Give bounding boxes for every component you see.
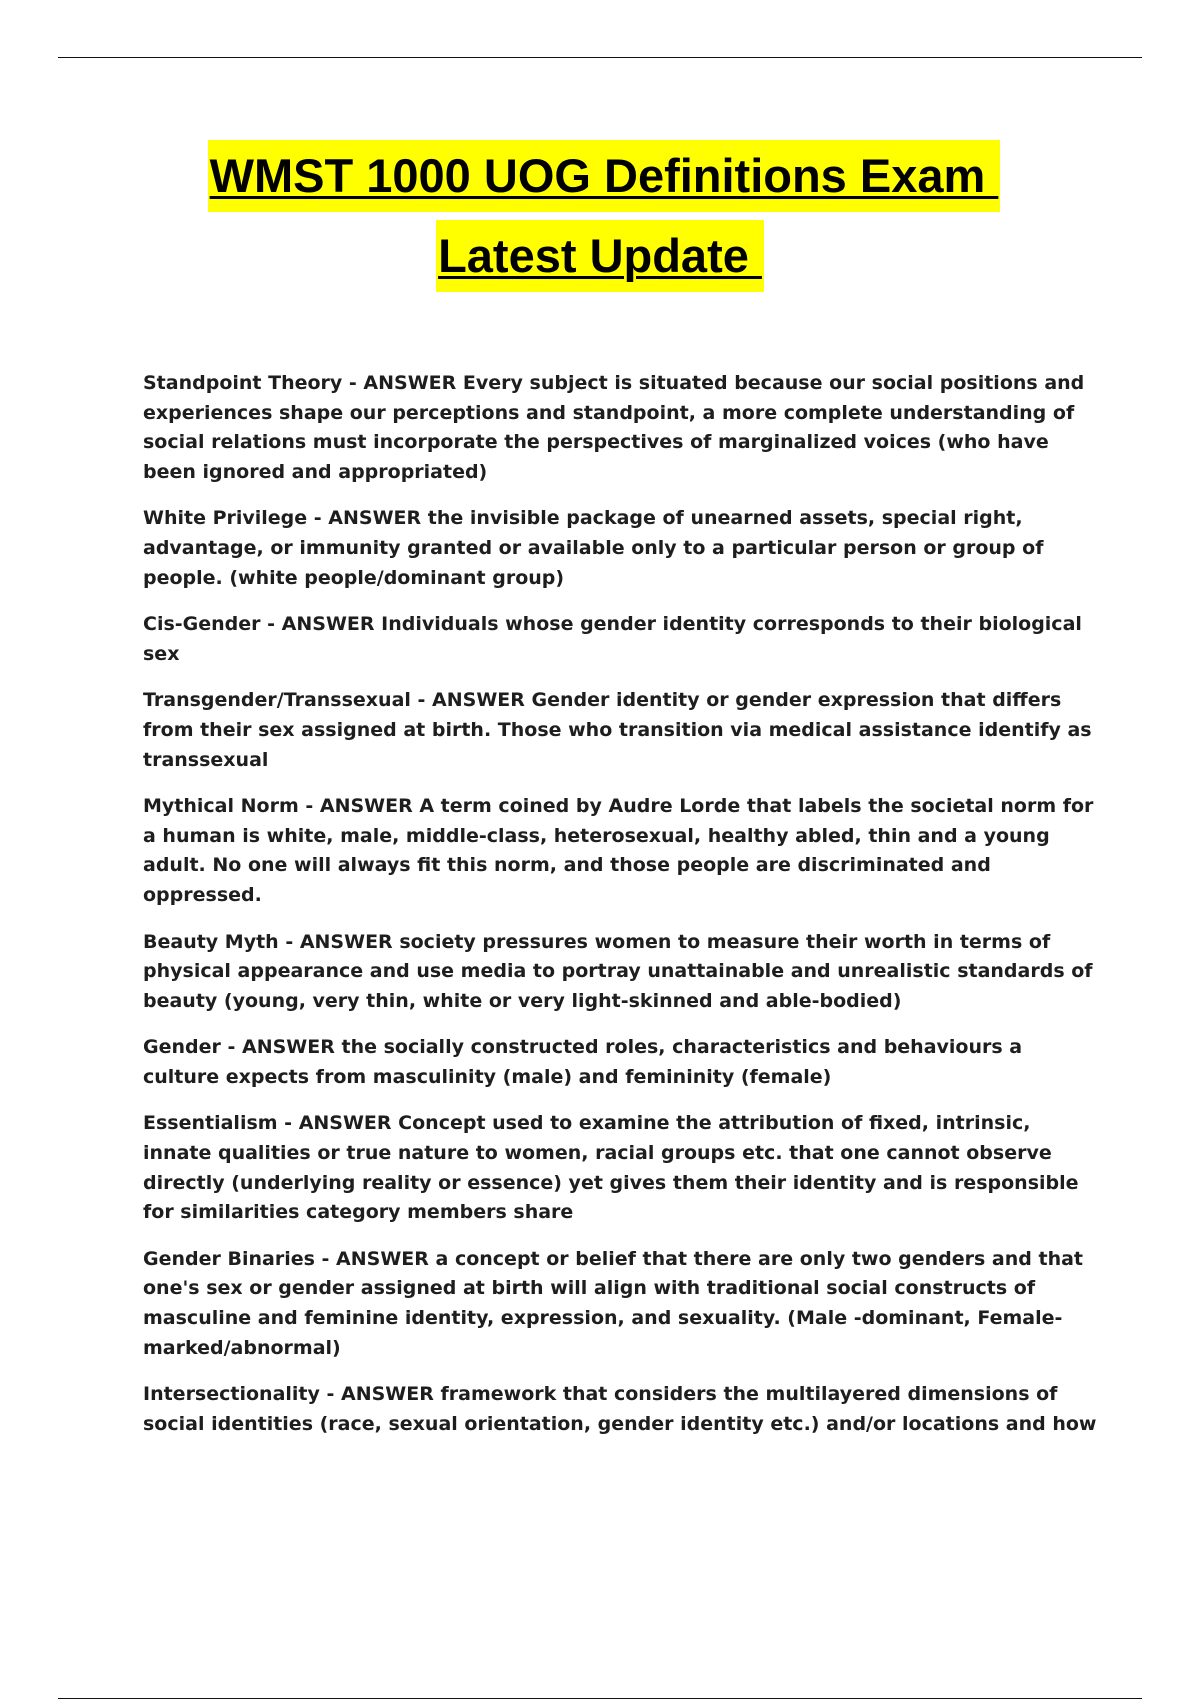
- answer-separator: -: [277, 1112, 299, 1135]
- definition-item: [143, 792, 1103, 910]
- definitions-list: [143, 369, 1103, 1456]
- answer-keyword: ANSWER: [336, 1247, 429, 1270]
- answer-keyword: ANSWER: [363, 372, 457, 394]
- definition-term: Intersectionality: [143, 1383, 320, 1406]
- answer-separator: -: [260, 613, 282, 636]
- answer-keyword: ANSWER: [298, 1112, 392, 1135]
- header-rule: [58, 57, 1142, 58]
- answer-separator: -: [342, 372, 364, 394]
- answer-separator: -: [298, 795, 320, 818]
- answer-separator: -: [307, 507, 329, 530]
- definition-item: [143, 369, 1103, 487]
- answer-keyword: ANSWER: [299, 930, 393, 953]
- definition-item: [143, 686, 1103, 775]
- definition-answer: society pressures women to measure their worth in terms of physical appearance and use media to portray unattainable and unrealistic standards of beauty (young, very thin, white or very light-skinned and able-bodied): [143, 930, 1093, 1012]
- answer-separator: -: [278, 930, 300, 953]
- definition-term: Mythical Norm: [143, 795, 299, 818]
- document-title: [0, 140, 1200, 292]
- definition-term: Transgender/Transsexual: [143, 689, 411, 712]
- definition-term: Gender: [143, 1036, 221, 1059]
- answer-keyword: ANSWER: [319, 795, 413, 818]
- definition-item: [143, 1245, 1103, 1363]
- title-line-2: Latest Update: [436, 220, 764, 292]
- definition-term: Essentialism: [143, 1112, 278, 1135]
- answer-keyword: ANSWER: [341, 1383, 434, 1406]
- definition-term: Beauty Myth: [143, 930, 279, 953]
- answer-separator: -: [410, 689, 433, 712]
- definition-answer: the invisible package of unearned assets, special right, advantage, or immunity granted or available only to a particular person or group of people. (white people/dominant group): [143, 507, 1044, 589]
- definition-term: Standpoint Theory: [143, 372, 343, 394]
- answer-separator: -: [220, 1036, 242, 1059]
- answer-keyword: ANSWER: [281, 613, 375, 636]
- definition-answer: A term coined by Audre Lorde that labels the societal norm for a human is white, male, middle-class, heterosexual, healthy abled, thin and a young adult. No one will always fit this norm, and those people are discriminated and oppressed.: [143, 795, 1094, 906]
- answer-separator: -: [314, 1247, 337, 1270]
- answer-keyword: ANSWER: [242, 1036, 335, 1059]
- definition-term: White Privilege: [143, 507, 308, 530]
- definition-item: [143, 610, 1103, 669]
- title-line-1: WMST 1000 UOG Definitions Exam: [208, 140, 1001, 212]
- answer-keyword: ANSWER: [432, 689, 525, 712]
- definition-item: [143, 1109, 1103, 1227]
- definition-answer: Every subject is situated because our social positions and experiences shape our perceptions and standpoint, a more complete understanding of social relations must incorporate the perspectives of marginalized voices (who have been ignored and appropriated): [143, 372, 1085, 483]
- definition-answer: the socially constructed roles, characteristics and behaviours a culture expects from masculinity (male) and femininity (female): [143, 1036, 1023, 1088]
- definition-answer: framework that considers the multilayered dimensions of social identities (race, sexual orientation, gender identity etc.) and/or locations and how: [143, 1383, 1097, 1435]
- definition-term: Gender Binaries: [143, 1247, 315, 1270]
- definition-answer: a concept or belief that there are only two genders and that one's sex or gender assigned at birth will align with traditional social constructs of masculine and feminine identity, expression, and sexuality. (Male -dominant, Female-marked/abnormal): [143, 1247, 1084, 1359]
- definition-item: [143, 1033, 1103, 1092]
- definition-term: Cis-Gender: [143, 613, 261, 636]
- definition-answer: Individuals whose gender identity corresponds to their biological sex: [143, 613, 1082, 665]
- definition-item: [143, 504, 1103, 593]
- definition-answer: Gender identity or gender expression that differs from their sex assigned at birth. Those who transition via medical assistance identify as transsexual: [143, 689, 1092, 771]
- answer-keyword: ANSWER: [328, 507, 422, 530]
- definition-item: [143, 928, 1103, 1017]
- definition-answer: Concept used to examine the attribution of fixed, intrinsic, innate qualities or true nature to women, racial groups etc. that one cannot observe directly (underlying reality or essence) yet gives them their identity and is responsible for similarities category members share: [143, 1112, 1079, 1224]
- answer-separator: -: [319, 1383, 342, 1406]
- definition-item: [143, 1380, 1103, 1439]
- footer-rule: [58, 1698, 1142, 1699]
